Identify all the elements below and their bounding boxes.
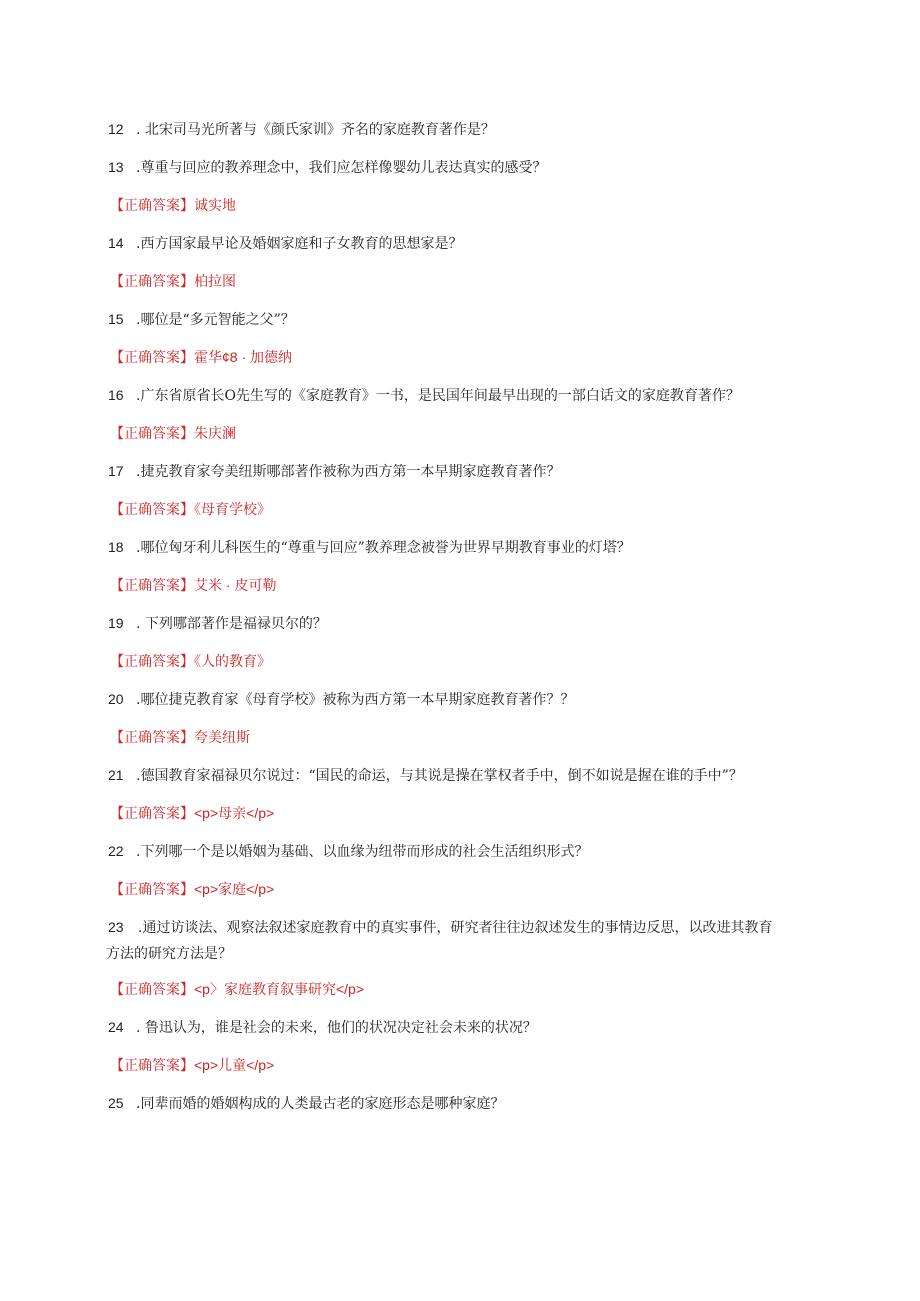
- question-23: [108, 914, 848, 967]
- answer-22: 【正确答案】<p>家庭</p>: [110, 881, 275, 897]
- question-number: 20: [108, 691, 124, 707]
- answer-14: 【正确答案】柏拉图: [110, 273, 236, 289]
- question-16: [108, 382, 848, 409]
- question-text: .下列哪一个是以婚姻为基础、以血缘为纽带而形成的社会生活组织形式？: [136, 844, 589, 860]
- answer-24: 【正确答案】<p>儿童</p>: [110, 1057, 275, 1073]
- question-text: .捷克教育家夸美纽斯哪部著作被称为西方第一本早期家庭教育著作？: [136, 464, 561, 480]
- question-text: .同辈而婚的婚姻构成的人类最古老的家庭形态是哪种家庭？: [136, 1096, 505, 1112]
- question-18: [108, 534, 848, 561]
- question-number: 22: [108, 843, 124, 859]
- question-number: 24: [108, 1019, 124, 1035]
- question-20: [108, 686, 848, 713]
- question-text: .通过访谈法、观察法叙述家庭教育中的真实事件，研究者往往边叙述发生的事情边反思，以改进其教育: [138, 920, 773, 936]
- question-12: [108, 116, 848, 143]
- question-text: . 下列哪部著作是福禄贝尔的？: [136, 616, 327, 632]
- question-number: 15: [108, 311, 124, 327]
- question-text: .尊重与回应的教养理念中，我们应怎样像婴幼儿表达真实的感受？: [136, 160, 547, 176]
- answer-16: 【正确答案】朱庆澜: [110, 425, 236, 441]
- question-text: .西方国家最早论及婚姻家庭和子女教育的思想家是？: [136, 236, 463, 252]
- question-number: 19: [108, 615, 124, 631]
- question-number: 25: [108, 1095, 124, 1111]
- answer-19: 【正确答案】《人的教育》: [110, 653, 271, 669]
- question-number: 17: [108, 463, 124, 479]
- question-text: .德国教育家福禄贝尔说过：“国民的命运，与其说是操在掌权者手中，倒不如说是握在谁的手中”？: [136, 768, 743, 784]
- question-number: 13: [108, 159, 124, 175]
- question-text: .广东省原省长O先生写的《家庭教育》一书，是民国年间最早出现的一部白话文的家庭教育著作？: [136, 388, 740, 404]
- question-text: . 鲁迅认为，谁是社会的未来，他们的状况决定社会未来的状况？: [136, 1020, 537, 1036]
- question-number: 12: [108, 121, 124, 137]
- question-text: .哪位是“多元智能之父”？: [136, 312, 295, 328]
- question-25: [108, 1090, 848, 1117]
- question-24: [108, 1014, 848, 1041]
- answer-21: 【正确答案】<p>母亲</p>: [110, 805, 275, 821]
- question-text: .哪位匈牙利儿科医生的“尊重与回应”教养理念被誉为世界早期教育事业的灯塔？: [136, 540, 631, 556]
- answer-23: 【正确答案】<p〉家庭教育叙事研究</p>: [110, 981, 364, 997]
- question-number: 23: [108, 919, 124, 935]
- answer-20: 【正确答案】夸美纽斯: [110, 729, 250, 745]
- question-14: [108, 230, 848, 257]
- question-number: 18: [108, 539, 124, 555]
- question-text: .哪位捷克教育家《母育学校》被称为西方第一本早期家庭教育著作？？: [136, 692, 575, 708]
- answer-17: 【正确答案】《母育学校》: [110, 501, 271, 517]
- question-22: [108, 838, 848, 865]
- question-19: [108, 610, 848, 637]
- question-13: [108, 154, 848, 181]
- answer-18: 【正确答案】艾米 · 皮可勒: [110, 577, 277, 593]
- question-15: [108, 306, 848, 333]
- question-number: 16: [108, 387, 124, 403]
- answer-13: 【正确答案】诚实地: [110, 197, 236, 213]
- question-text: . 北宋司马光所著与《颜氏家训》齐名的家庭教育著作是？: [136, 122, 495, 138]
- question-17: [108, 458, 848, 485]
- question-number: 21: [108, 767, 124, 783]
- answer-15: 【正确答案】霍华¢8 · 加德纳: [110, 349, 293, 365]
- question-text-continuation: 方法的研究方法是？: [106, 946, 232, 962]
- question-number: 14: [108, 235, 124, 251]
- question-21: [108, 762, 848, 789]
